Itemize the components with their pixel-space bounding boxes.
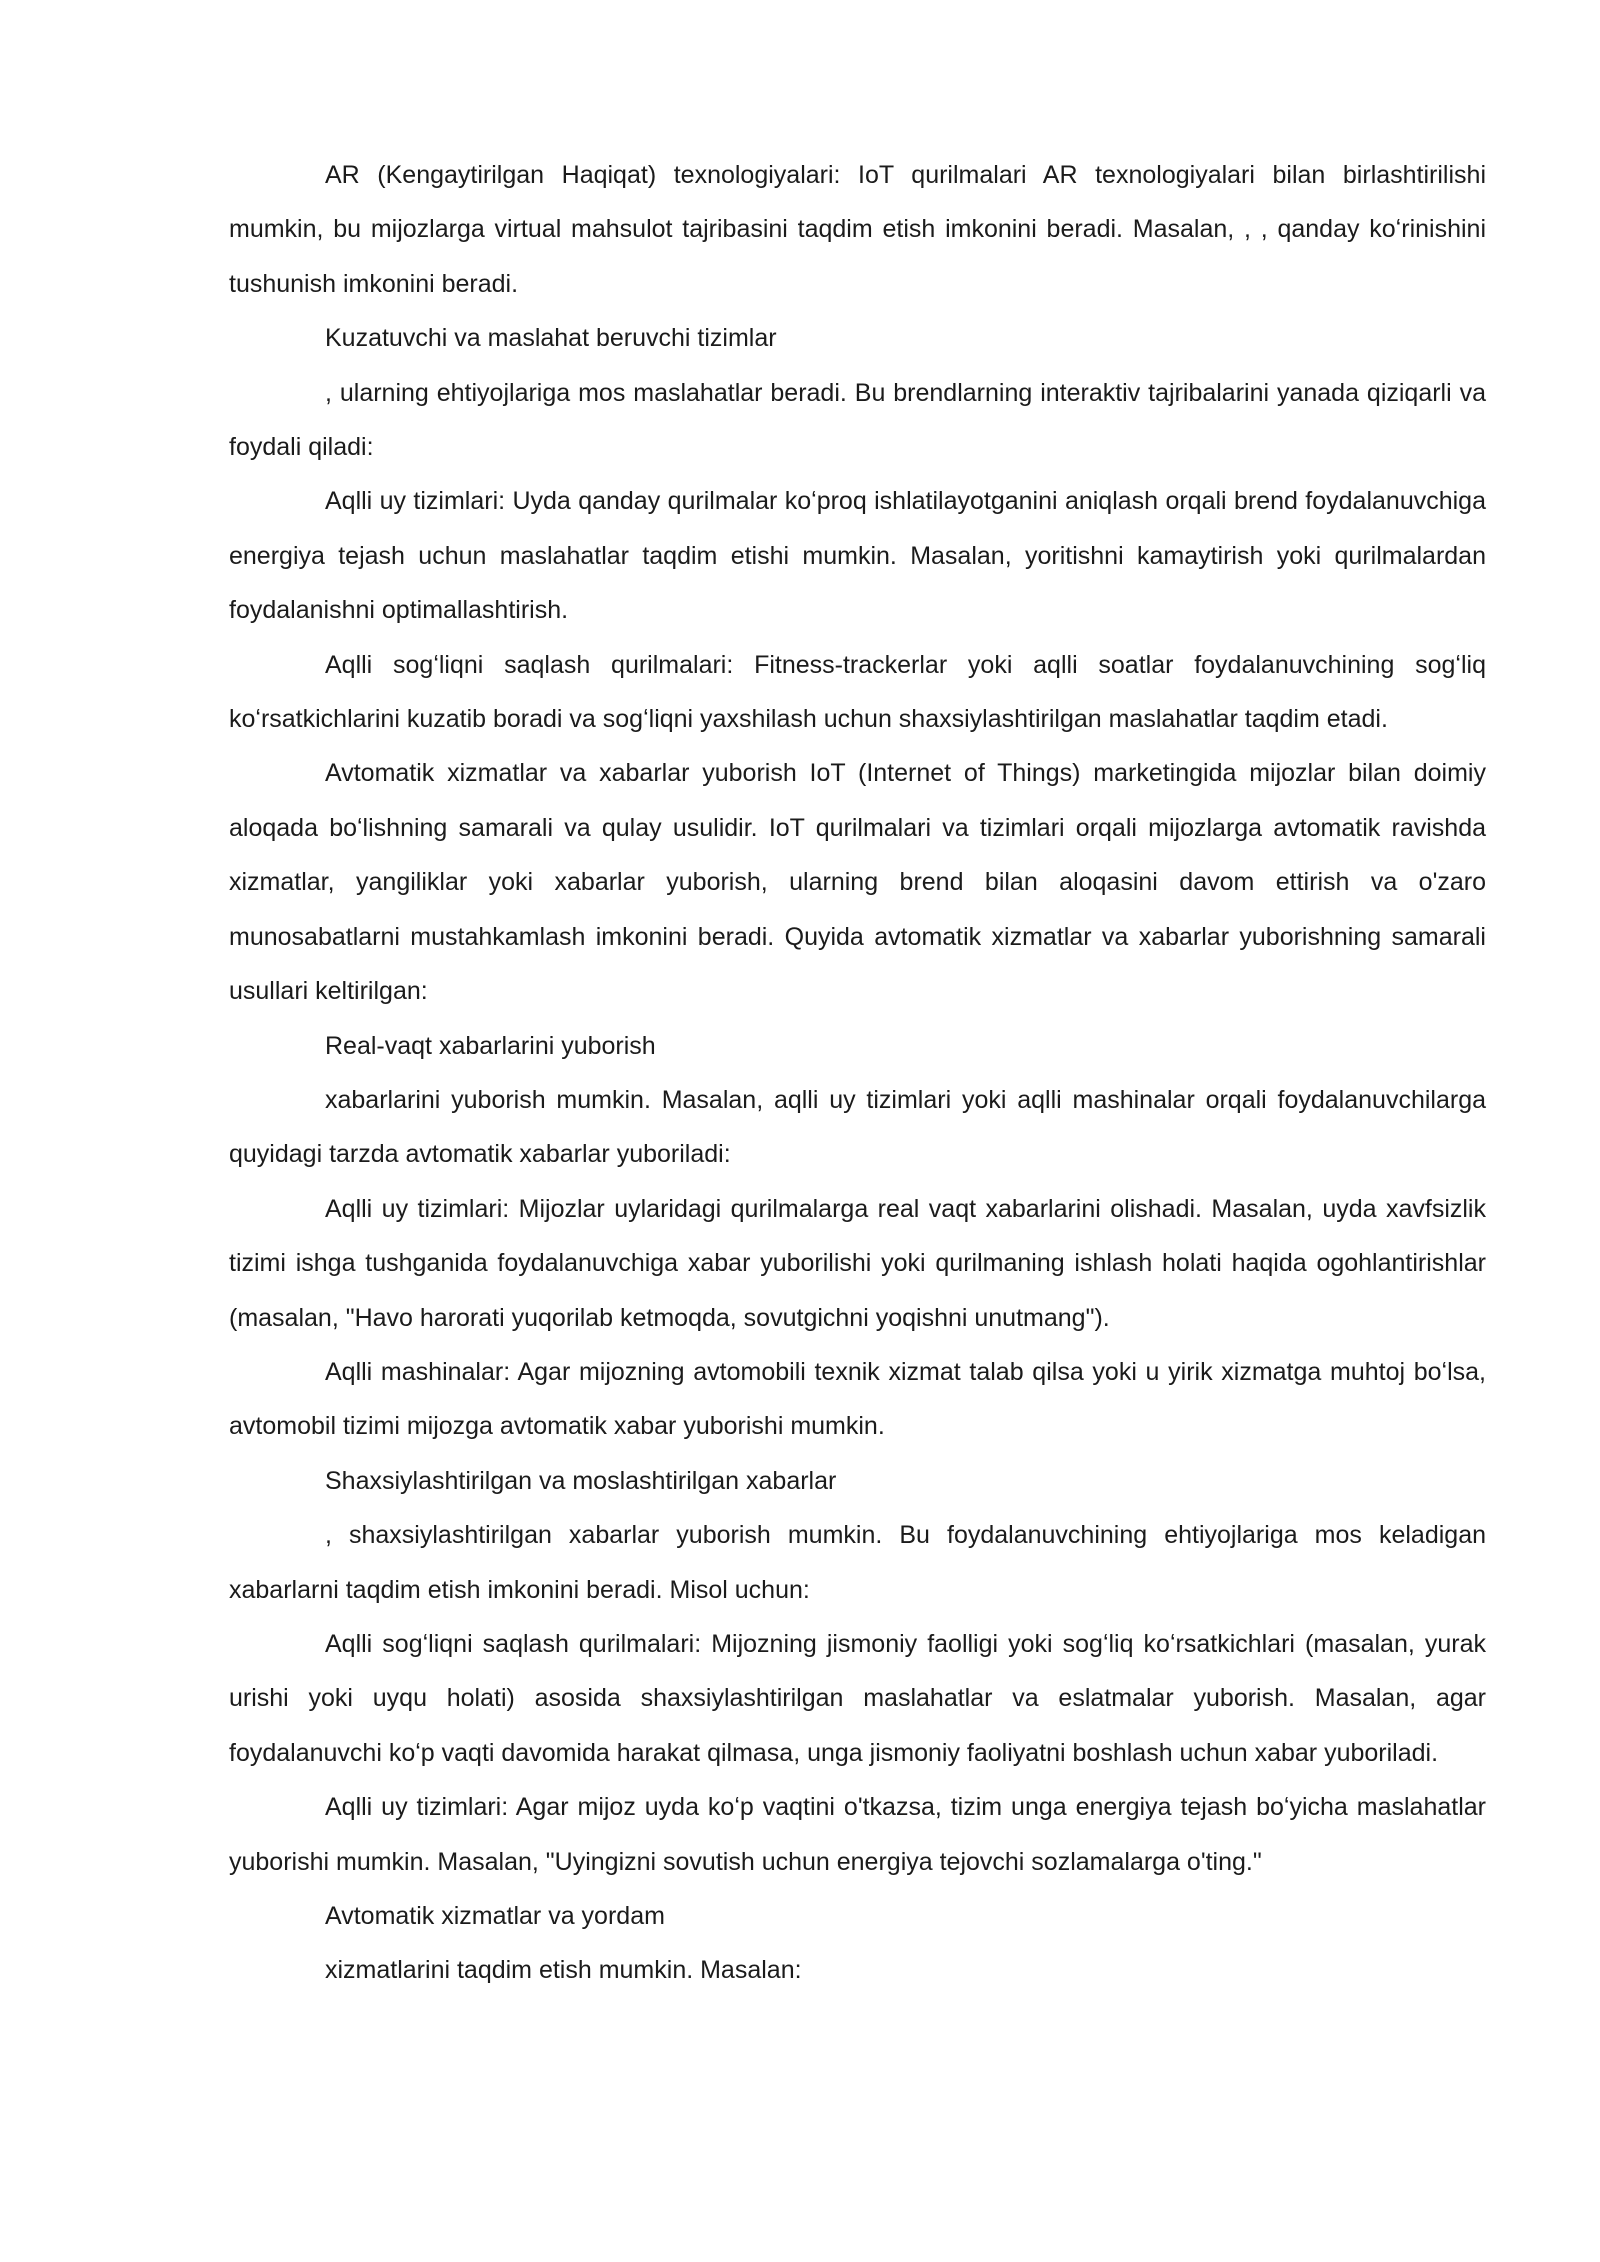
document-body — [229, 148, 1486, 1998]
heading-automatic-support: Avtomatik xizmatlar va yordam — [325, 1902, 665, 1930]
paragraph-automatic-services: Avtomatik xizmatlar va xabarlar yuborish IoT (Internet of Things) marketingida mijozlar bilan doimiy aloqada boʻlishning samarali va qulay usulidir. IoT qurilmalari va tizimlari orqali mijozlarga avtomatik ravishda xizmatlar, yangiliklar yoki xabarlar yuborish, ularning brend bilan aloqasini davom ettirish va o'zaro munosabatlarni mustahkamlash imkonini beradi. Quyida avtomatik xizmatlar va xabarlar yuborishning samarali usullari keltirilgan: — [229, 759, 1486, 1006]
paragraph-smart-health-devices: Aqlli sogʻliqni saqlash qurilmalari: Fitness-trackerlar yoki aqlli soatlar foydalanuvchining sogʻliq koʻrsatkichlarini kuzatib boradi va sogʻliqni yaxshilash uchun shaxsiylashtirilgan maslahatlar taqdim etadi. — [229, 650, 1486, 734]
heading-real-time-messages: Real-vaqt xabarlarini yuborish — [325, 1031, 656, 1060]
paragraph-smart-health-personalized: Aqlli sogʻliqni saqlash qurilmalari: Mijozning jismoniy faolligi yoki sogʻliq koʻrsatkichlari (masalan, yurak urishi yoki uyqu holati) asosida shaxsiylashtirilgan maslahatlar va eslatmalar yuborish. Masalan, agar foydalanuvchi koʻp vaqti davomida harakat qilmasa, unga jismoniy faoliyatni boshlash uchun xabar yuboriladi. — [229, 1629, 1486, 1767]
heading-monitoring-advisory-systems: Kuzatuvchi va maslahat beruvchi tizimlar — [325, 324, 777, 353]
paragraph-smart-home-energy: Aqlli uy tizimlari: Uyda qanday qurilmalar koʻproq ishlatilayotganini aniqlash orqali brend foydalanuvchiga energiya tejash uchun maslahatlar taqdim etishi mumkin. Masalan, yoritishni kamaytirish yoki qurilmalardan foydalanishni optimallashtirish. — [229, 487, 1486, 625]
paragraph-ar-technologies: AR (Kengaytirilgan Haqiqat) texnologiyalari: IoT qurilmalari AR texnologiyalari bilan birlashtirilishi mumkin, bu mijozlarga virtual mahsulot tajribasini taqdim etish imkonini beradi. Masalan, , , qanday koʻrinishini tushunish imkonini beradi. — [229, 161, 1486, 298]
paragraph-real-time-messages: xabarlarini yuborish mumkin. Masalan, aqlli uy tizimlari yoki aqlli mashinalar orqali foydalanuvchilarga quyidagi tarzda avtomatik xabarlar yuboriladi: — [229, 1085, 1486, 1169]
paragraph-smart-home-energy-tips: Aqlli uy tizimlari: Agar mijoz uyda koʻp vaqtini o'tkazsa, tizim unga energiya tejash boʻyicha maslahatlar yuborishi mumkin. Masalan, "Uyingizni sovutish uchun energiya tejovchi sozlamalarga o'ting." — [229, 1793, 1486, 1876]
paragraph-advice-interactive: , ularning ehtiyojlariga mos maslahatlar beradi. Bu brendlarning interaktiv tajribalarini yanada qiziqarli va foydali qiladi: — [229, 378, 1486, 462]
paragraph-smart-home-realtime: Aqlli uy tizimlari: Mijozlar uylaridagi qurilmalarga real vaqt xabarlarini olishadi. Masalan, uyda xavfsizlik tizimi ishga tushganida foydalanuvchiga xabar yuborilishi yoki qurilmaning ishlash holati haqida ogohlantirishlar (masalan, "Havo harorati yuqorilab ketmoqda, sovutgichni yoqishni unutmang"). — [229, 1194, 1486, 1332]
paragraph-automatic-support: xizmatlarini taqdim etish mumkin. Masalan: — [325, 1956, 802, 1985]
paragraph-smart-cars: Aqlli mashinalar: Agar mijozning avtomobili texnik xizmat talab qilsa yoki u yirik xizmatga muhtoj boʻlsa, avtomobil tizimi mijozga avtomatik xabar yuborishi mumkin. — [229, 1357, 1486, 1441]
paragraph-personalized-messages: , shaxsiylashtirilgan xabarlar yuborish mumkin. Bu foydalanuvchining ehtiyojlariga mos keladigan xabarlarni taqdim etish imkonini beradi. Misol uchun: — [229, 1521, 1486, 1604]
heading-personalized-messages: Shaxsiylashtirilgan va moslashtirilgan xabarlar — [325, 1466, 837, 1495]
